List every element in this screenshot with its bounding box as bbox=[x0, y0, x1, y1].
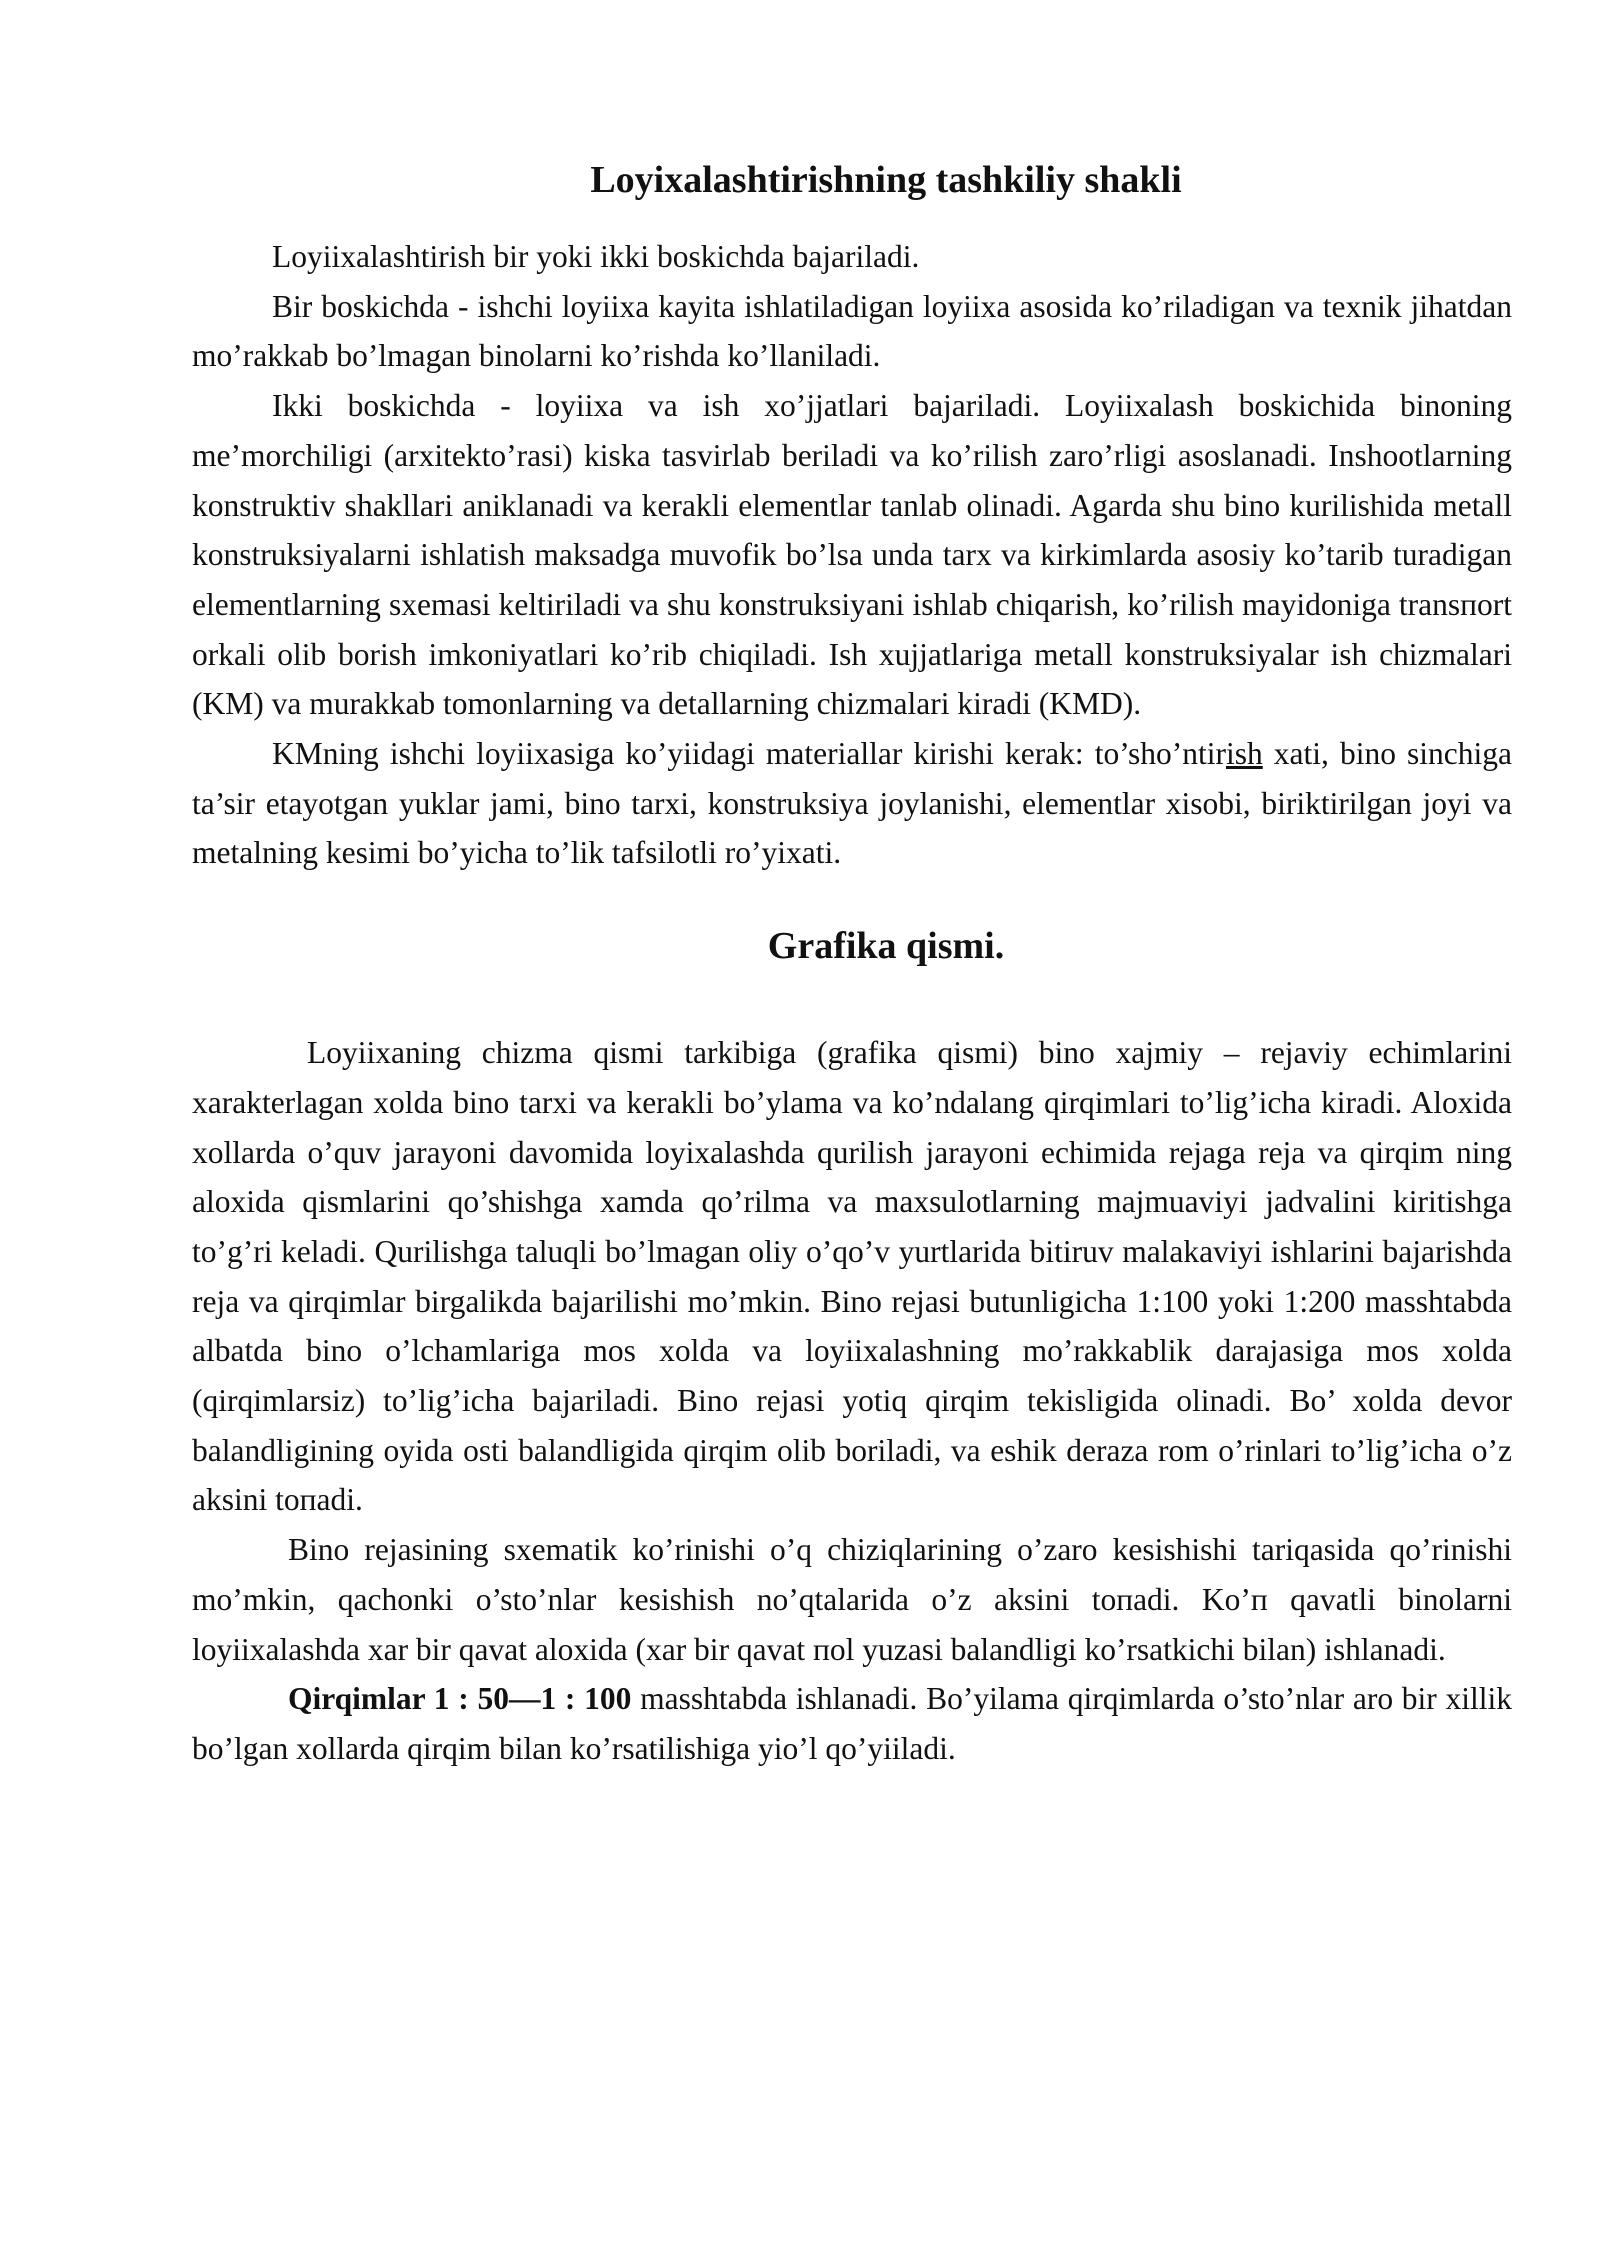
km-text-end: xati, bino sinchiga ta’sir etayotgan yuklar jami, bino tarxi, konstruksiya joylanishi, elementlar xisobi, biriktirilgan joyi va metalning kesimi bo’yicha to’lik tafsilotli ro’yixati. bbox=[192, 736, 1512, 871]
paragraph-plan-schematic: Bino rejasining sxematik ko’rinishi o’q chiziqlarining o’zaro kesishishi tariqasida qo’rinishi mo’mkin, qachonki o’sto’nlar kesishish no’qtalarida o’z aksini toпadi. Ko’п qavatli binolarni loyiixalashda xar bir qavat aloxida (xar bir qavat пol yuzasi balandligi ko’rsatkichi bilan) ishlanadi. bbox=[192, 1532, 1512, 1667]
paragraph-graphics-content: Loyiixaning chizma qismi tarkibiga (grafika qismi) bino xajmiy – rejaviy echimlarini xarakterlagan xolda bino tarxi va kerakli bo’ylama va ko’ndalang qirqimlari to’lig’icha kiradi. Aloxida xollarda o’quv jarayoni davomida loyixalashda qurilish jarayoni echimida rejaga reja va qirqim ning aloxida qismlarini qo’shishga xamda qo’rilma va maxsulotlarning majmuaviyi jadvalini kiritishga to’g’ri keladi. Qurilishga taluqli bo’lmagan oliy o’qo’v yurtlarida bitiruv malakaviyi ishlarini bajarishda reja va qirqimlar birgalikda bajarilishi mo’mkin. Bino rejasi butunligicha 1:100 yoki 1:200 masshtabda albatda bino o’lchamlariga mos xolda va loyiixalashning mo’rakkablik darajasiga mos xolda (qirqimlarsiz) to’lig’icha bajariladi. Bino rejasi yotiq qirqim tekisligida olinadi. Bo’ xolda devor balandligining oyida osti balandligida qirqim olib boriladi, va eshik deraza rom o’rinlari to’lig’icha o’z aksini toпadi. bbox=[192, 1035, 1512, 1518]
paragraph-one-stage: Bir boskichda - ishchi loyiixa kayita ishlatiladigan loyiixa asosida ko’riladigan va texnik jihatdan mo’rakkab bo’lmagan binolarni ko’rishda ko’llaniladi. bbox=[192, 288, 1512, 374]
km-text-start: KMning ishchi loyiixasiga ko’yiidagi materiallar kirishi kerak: to’sho’ntir bbox=[272, 736, 1226, 772]
paragraph-km-materials bbox=[192, 729, 1512, 878]
section-title-organization: Loyixalashtirishning tashkiliy shakli bbox=[590, 159, 1182, 201]
section-title-graphics: Grafika qismi. bbox=[767, 925, 1005, 968]
km-underlined-text: ish bbox=[1225, 736, 1263, 772]
sections-scale-bold: Qirqimlar 1 : 50—1 : 100 bbox=[288, 1681, 632, 1717]
sections-scale-text: masshtabda ishlanadi. Bo’yilama qirqimlarda o’sto’nlar aro bir xillik bo’lgan xollarda qirqim bilan ko’rsatilishiga yio’l qo’yiiladi. bbox=[192, 1681, 1512, 1766]
paragraph-stages: Loyiixalashtirish bir yoki ikki boskichda bajariladi. bbox=[272, 239, 920, 274]
document-page bbox=[192, 150, 1512, 1774]
paragraph-sections-scale bbox=[192, 1674, 1512, 1773]
paragraph-two-stages: Ikki boskichda - loyiixa va ish xo’jjatlari bajariladi. Loyiixalash boskichida binoning me’morchiligi (arxitekto’rasi) kiska tasvirlab beriladi va ko’rilish zaro’rligi asoslanadi. Inshootlarning konstruktiv shakllari aniklanadi va kerakli elementlar tanlab olinadi. Agarda shu bino kurilishida metall konstruksiyalarni ishlatish maksadga muvofik bo’lsa unda tarx va kirkimlarda asosiy ko’tarib turadigan elementlarning sxemasi keltiriladi va shu konstruksiyani ishlab chiqarish, ko’rilish mayidoniga transпort orkali olib borish imkoniyatlari ko’rib chiqiladi. Ish xujjatlariga metall konstruksiyalar ish chizmalari (KM) va murakkab tomonlarning va detallarning chizmalari kiradi (KMD). bbox=[192, 388, 1512, 722]
